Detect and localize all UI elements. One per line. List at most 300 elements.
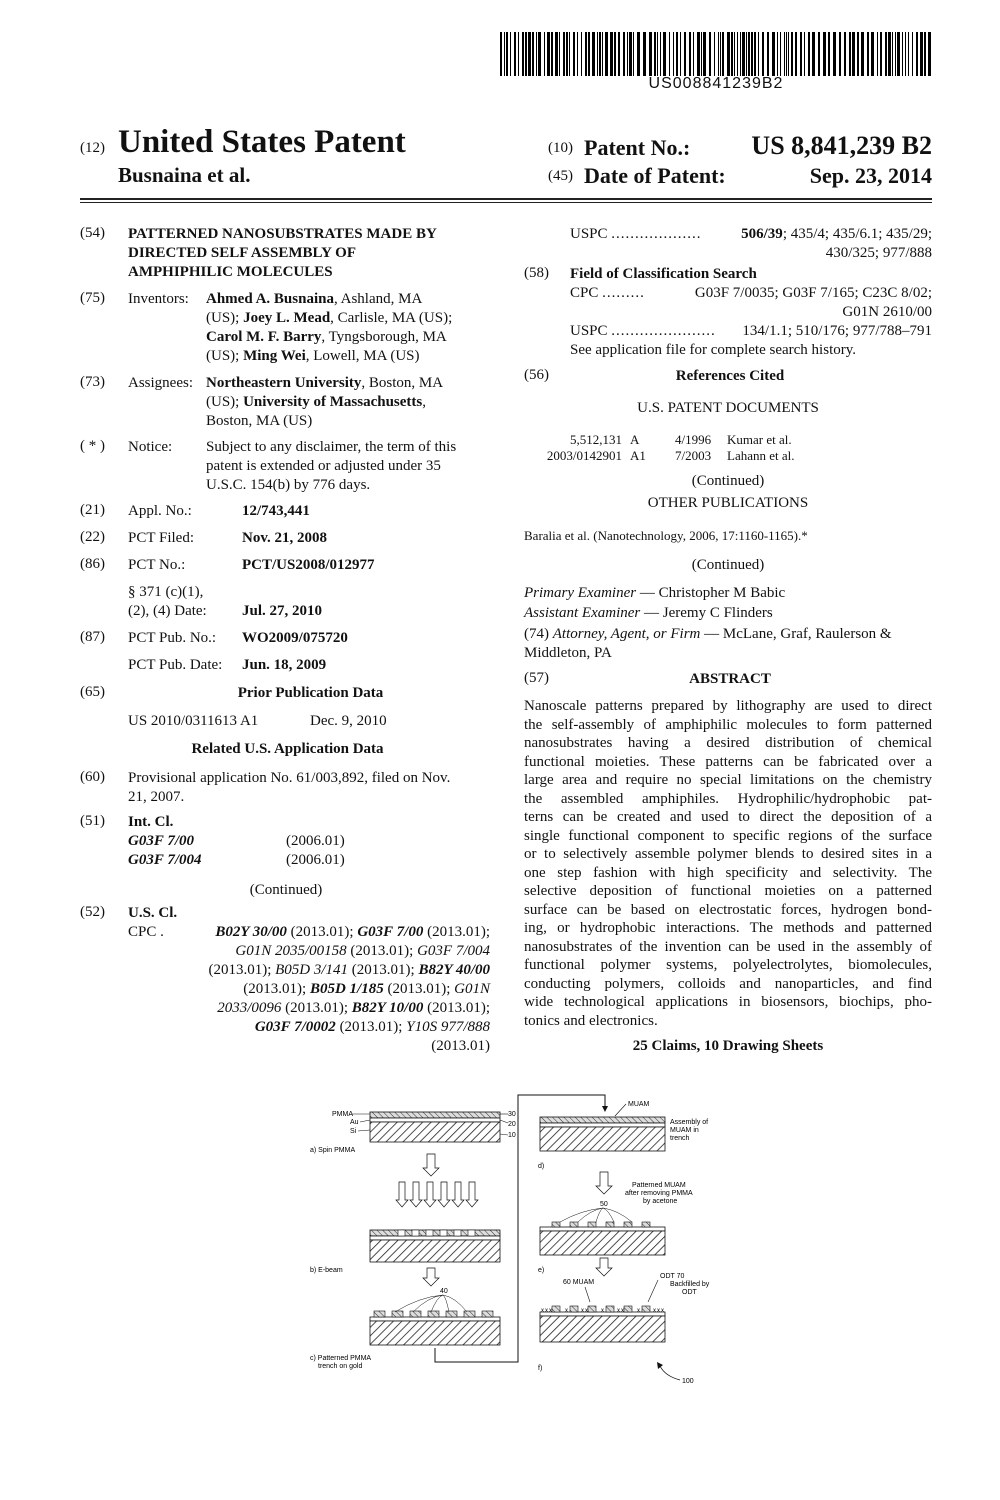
- pmma-block: [464, 1311, 475, 1317]
- inventor-name: Carol M. F. Barry: [206, 329, 322, 345]
- abstract-line: nanosubstrates having a desired distribution of chemical: [524, 735, 932, 751]
- barcode-bar: [551, 32, 553, 76]
- prior-pub-number: US 2010/0311613 A1: [128, 713, 259, 729]
- barcode-bar: [697, 32, 700, 76]
- primary-examiner-name: — Christopher M Babic: [636, 585, 786, 601]
- patent-authors: Busnaina et al.: [118, 163, 251, 187]
- cpc-line: [160, 942, 490, 961]
- abstract-line: ing, or hydrophobic interactions. The methods and patterned: [524, 920, 932, 936]
- patent-title: United States Patent: [118, 124, 406, 160]
- step-a-label: a) Spin PMMA: [310, 1147, 356, 1154]
- step-e-label: e): [538, 1267, 545, 1274]
- code-56: (56): [524, 367, 549, 383]
- exposed-region: [440, 1230, 447, 1236]
- odt-mark: x: [637, 1308, 640, 1314]
- field-uspc-dots: ......................: [611, 323, 716, 339]
- barcode-bar: [569, 32, 570, 76]
- odt-mark: x: [545, 1308, 548, 1314]
- barcode-bar: [731, 32, 733, 76]
- field-uspc-value: 134/1.1; 510/176; 977/788–791: [742, 323, 932, 339]
- inventor-pre: (US);: [206, 310, 244, 326]
- barcode-number: US008841239B2: [648, 75, 784, 92]
- code-75: (75): [80, 290, 105, 306]
- barcode-bar: [627, 32, 628, 76]
- barcode-bar: [924, 32, 926, 76]
- label-60-muam: 60 MUAM: [563, 1279, 595, 1286]
- barcode-bar: [828, 32, 830, 76]
- exposed-region: [426, 1230, 433, 1236]
- barcode-bar: [506, 32, 508, 76]
- cpc-segment: G01N: [454, 981, 490, 997]
- barcode-bar: [643, 32, 646, 76]
- barcode-bar: [649, 32, 652, 76]
- code-65: (65): [80, 684, 105, 700]
- assignee-name: University of Massachusetts: [243, 394, 423, 410]
- abstract-line: surface can be based on electrostatic forces, hydrogen bond-: [524, 901, 932, 918]
- odt-mark: x: [661, 1308, 664, 1314]
- assignee-place: Boston, MA (US): [206, 413, 313, 429]
- uspc-label: [570, 225, 702, 244]
- ebeam-arrows: [396, 1182, 478, 1207]
- code-10: (10): [548, 140, 573, 156]
- odt-mark: x: [657, 1308, 660, 1314]
- barcode-bar: [780, 32, 781, 76]
- cpc-line: [160, 961, 490, 980]
- patent-date: Sep. 23, 2014: [809, 163, 932, 188]
- provisional-line: Provisional application No. 61/003,892, filed on Nov.: [128, 770, 451, 786]
- pmma-block: [374, 1311, 385, 1317]
- barcode-bar: [808, 32, 810, 76]
- assistant-examiner-label: Assistant Examiner: [524, 605, 641, 621]
- code-notice: ( * ): [80, 438, 105, 454]
- prior-pub-heading: Prior Publication Data: [237, 685, 384, 701]
- muam-patch: [552, 1306, 560, 1312]
- barcode-bar: [877, 32, 878, 76]
- code-74: (74): [524, 626, 549, 642]
- arrow-e-f: [596, 1258, 612, 1276]
- muam-patch: [642, 1222, 650, 1227]
- cpc-segment: 2033/0096: [217, 1000, 282, 1016]
- code-54: (54): [80, 225, 105, 241]
- inventors-list: [206, 290, 496, 366]
- barcode-bar: [746, 32, 747, 76]
- code-51: (51): [80, 813, 105, 829]
- pmma-block: [482, 1311, 493, 1317]
- label-50: 50: [600, 1201, 608, 1208]
- assignee-suffix: ,: [422, 394, 426, 410]
- barcode-bar: [577, 32, 578, 76]
- attorney-name: — McLane, Graf, Raulerson &: [700, 626, 892, 642]
- label-100: 100: [682, 1378, 694, 1385]
- abstract-line: or to selectively assemble polymer blends to desired sites in a: [524, 846, 932, 862]
- cpc-label: [128, 923, 164, 942]
- cpc-segment: (2013.01);: [346, 943, 418, 959]
- barcode-bar: [897, 32, 900, 76]
- barcode-bar: [657, 32, 658, 76]
- leader-line: [431, 1295, 443, 1312]
- uspc-value: [690, 225, 932, 244]
- code-45: (45): [548, 168, 573, 184]
- exposed-region: [468, 1230, 475, 1236]
- barcode: [500, 32, 932, 76]
- exposed-region: [412, 1230, 419, 1236]
- s371-line1: § 371 (c)(1),: [128, 584, 204, 600]
- barcode-bar: [888, 32, 891, 76]
- barcode-bar: [833, 32, 836, 76]
- stack-d: [540, 1117, 665, 1151]
- pct-number: PCT/US2008/012977: [242, 557, 375, 573]
- label-40: 40: [440, 1288, 448, 1295]
- s371-date: Jul. 27, 2010: [242, 603, 323, 619]
- patterned-label-2: after removing PMMA: [625, 1190, 693, 1197]
- barcode-bar: [786, 32, 787, 76]
- barcode-bar: [660, 32, 661, 76]
- barcode-bar: [912, 32, 913, 76]
- barcode-bar: [920, 32, 923, 76]
- cpc-line: [160, 923, 490, 942]
- abstract-line: one step fashion with high specificity and selectivity. The: [524, 864, 932, 881]
- code-58: (58): [524, 265, 549, 281]
- barcode-bar: [795, 32, 797, 76]
- field-cpc-label-text: CPC: [570, 285, 599, 301]
- muam-patch: [570, 1222, 578, 1227]
- us-cl-label: U.S. Cl.: [128, 905, 178, 921]
- odt-mark: x: [653, 1308, 656, 1314]
- ref-name: Kumar et al.: [727, 432, 792, 447]
- assignees-list: [206, 374, 496, 431]
- provisional-text: [128, 769, 498, 807]
- barcode-bar: [610, 32, 613, 76]
- cpc-segment: B82Y 40/00: [418, 962, 490, 978]
- inventor-place: , Tyngsborough, MA: [321, 329, 447, 345]
- cpc-segment: (2013.01);: [286, 924, 358, 940]
- barcode-bar: [748, 32, 750, 76]
- uspc-dots: ...................: [611, 226, 702, 242]
- barcode-bar: [791, 32, 793, 76]
- cpc-segment: (2013.01);: [348, 962, 419, 978]
- barcode-bar: [720, 32, 721, 76]
- exposed-region: [398, 1230, 405, 1236]
- muam-patch: [570, 1306, 578, 1312]
- cpc-line: [160, 980, 490, 999]
- inventor-name: Ahmed A. Busnaina: [206, 291, 334, 307]
- barcode-bar: [663, 32, 666, 76]
- code-86: (86): [80, 556, 105, 572]
- abstract-text: [524, 697, 932, 1030]
- label-au: Au: [350, 1119, 359, 1126]
- pmma-block: [446, 1311, 457, 1317]
- field-cpc-line1: G03F 7/0035; G03F 7/165; C23C 8/02;: [694, 285, 932, 301]
- stack-f: [540, 1312, 665, 1342]
- barcode-bar: [518, 32, 519, 76]
- leader-lines-50: [560, 1208, 632, 1222]
- barcode-bar: [804, 32, 805, 76]
- barcode-bar: [500, 32, 502, 76]
- abstract-line: nanosubstrates of the invention can be used in the assembly of: [524, 938, 932, 955]
- odt-mark: x: [541, 1308, 544, 1314]
- primary-examiner-label: Primary Examiner: [524, 585, 637, 601]
- cpc-segment: G03F 7/004: [417, 943, 490, 959]
- abstract-line: single functional component to specific regions of the surface: [524, 827, 932, 844]
- int-cl-code: G03F 7/00: [128, 833, 194, 849]
- abstract-line: wide technological applications in biosensors, biochips, pho-: [524, 994, 932, 1010]
- barcode-bar: [742, 32, 745, 76]
- patent-no-label: Patent No.:: [584, 135, 691, 160]
- attorney-label: Attorney, Agent, or Firm: [552, 626, 701, 642]
- barcode-bar: [684, 32, 686, 76]
- attorney-line2: Middleton, PA: [524, 645, 612, 661]
- barcode-bar: [566, 32, 568, 76]
- barcode-bar: [908, 32, 909, 76]
- uspc-line2: 430/325; 977/888: [825, 245, 932, 261]
- cpc-label-text: CPC: [128, 924, 157, 940]
- pct-pub-number: WO2009/075720: [242, 630, 348, 646]
- barcode-bar: [510, 32, 511, 76]
- barcode-bar: [839, 32, 841, 76]
- appl-label: Appl. No.:: [128, 503, 192, 519]
- leader-line: [443, 1295, 467, 1312]
- field-cpc-label: [570, 284, 645, 303]
- muam-patch: [588, 1222, 596, 1227]
- barcode-bar: [597, 32, 598, 76]
- barcode-bar: [680, 32, 681, 76]
- ref-number: 5,512,131: [570, 432, 622, 447]
- backfill-label-1: Backfilled by: [670, 1281, 710, 1288]
- barcode-bar: [588, 32, 590, 76]
- label-si: Si: [350, 1128, 357, 1135]
- invention-title-line: DIRECTED SELF ASSEMBLY OF: [128, 245, 356, 261]
- code-52: (52): [80, 904, 105, 920]
- attorney: [524, 625, 934, 644]
- stack-a: [370, 1112, 500, 1142]
- cpc-segment: B05D 3/141: [275, 962, 349, 978]
- cpc-segment: (2013.01);: [383, 981, 455, 997]
- barcode-bar: [762, 32, 764, 76]
- stack-b: [370, 1230, 500, 1262]
- references-heading: References Cited: [675, 368, 785, 384]
- barcode-bar: [623, 32, 625, 76]
- step-d-label: d): [538, 1163, 545, 1170]
- stack-c: [370, 1317, 500, 1345]
- field-heading: Field of Classification Search: [570, 266, 757, 282]
- other-publication: Baralia et al. (Nanotechnology, 2006, 17:1160-1165).*: [524, 528, 808, 543]
- primary-examiner: [524, 584, 785, 603]
- ref-kind: A: [630, 432, 640, 447]
- cpc-segment: (2013.01);: [281, 1000, 352, 1016]
- barcode-bar: [727, 32, 730, 76]
- barcode-bars: [500, 32, 932, 76]
- ebeam-arrow: [410, 1182, 422, 1207]
- barcode-bar: [722, 32, 724, 76]
- abstract-line: selective deposition of functional moieties on a patterned: [524, 883, 932, 899]
- muam-patch: [606, 1306, 614, 1312]
- assignees-label: Assignees:: [128, 375, 193, 391]
- uspc-main: 506/39: [741, 226, 783, 242]
- barcode-bar: [861, 32, 864, 76]
- leader-lines-40: [395, 1295, 467, 1312]
- barcode-bar: [737, 32, 738, 76]
- assignee-place: , Boston, MA: [361, 375, 444, 391]
- barcode-bar: [788, 32, 789, 76]
- see-application: See application file for complete search history.: [570, 342, 857, 358]
- barcode-bar: [777, 32, 778, 76]
- muam-patch: [624, 1222, 632, 1227]
- barcode-bar: [740, 32, 741, 76]
- barcode-bar: [504, 32, 505, 76]
- label-30: 30: [508, 1111, 516, 1118]
- barcode-bar: [573, 32, 575, 76]
- barcode-bar: [895, 32, 896, 76]
- pct-pub-date-label: PCT Pub. Date:: [128, 657, 223, 673]
- invention-title-line: AMPHIPHILIC MOLECULES: [128, 264, 333, 280]
- leader-line: [443, 1295, 449, 1312]
- barcode-bar: [673, 32, 674, 76]
- assembly-label-3: trench: [670, 1135, 690, 1142]
- barcode-bar: [916, 32, 918, 76]
- notice-line: U.S.C. 154(b) by 776 days.: [206, 477, 371, 493]
- barcode-bar: [751, 32, 753, 76]
- ebeam-arrow: [396, 1182, 408, 1207]
- barcode-bar: [637, 32, 640, 76]
- label-10: 10: [508, 1132, 516, 1139]
- barcode-bar: [528, 32, 531, 76]
- barcode-bar: [902, 32, 903, 76]
- ref-date: 4/1996: [675, 432, 712, 447]
- barcode-bar: [536, 32, 537, 76]
- code-57: (57): [524, 670, 549, 686]
- int-cl-year: (2006.01): [286, 852, 345, 868]
- pmma-trenches: [374, 1311, 493, 1317]
- s371-line2: (2), (4) Date:: [128, 603, 207, 619]
- barcode-bar: [885, 32, 887, 76]
- barcode-bar: [532, 32, 534, 76]
- cpc-line: [160, 999, 490, 1018]
- barcode-bar: [849, 32, 851, 76]
- code-87: (87): [80, 629, 105, 645]
- ebeam-arrow: [452, 1182, 464, 1207]
- ref-name: Lahann et al.: [727, 448, 795, 463]
- leader-line: [603, 1208, 632, 1222]
- field-cpc-line2: G01N 2610/00: [842, 304, 932, 320]
- barcode-bar: [754, 32, 756, 76]
- cpc-segment: G03F 7/0002: [254, 1019, 336, 1035]
- barcode-bar: [676, 32, 678, 76]
- inventor-name: Joey L. Mead: [243, 310, 331, 326]
- cpc-classifications: [160, 923, 490, 1056]
- int-cl-code: G03F 7/004: [128, 852, 202, 868]
- uspc-rest: ; 435/4; 435/6.1; 435/29;: [782, 226, 932, 242]
- barcode-bar: [614, 32, 616, 76]
- assistant-examiner: [524, 604, 773, 623]
- label-pmma: PMMA: [332, 1111, 353, 1118]
- step-c-label-2: trench on gold: [318, 1363, 363, 1370]
- other-pubs-heading: OTHER PUBLICATIONS: [647, 495, 809, 511]
- inventor-place: , Carlisle, MA (US);: [330, 310, 453, 326]
- ebeam-arrow: [424, 1182, 436, 1207]
- barcode-bar: [812, 32, 815, 76]
- barcode-bar: [703, 32, 706, 76]
- leader-line: [596, 1208, 603, 1222]
- notice-line: patent is extended or adjusted under 35: [206, 458, 441, 474]
- muam-patch: [588, 1306, 596, 1312]
- field-uspc-label-text: USPC: [570, 323, 608, 339]
- stack-e: [540, 1227, 665, 1255]
- header-rule-bottom: [80, 202, 932, 203]
- barcode-bar: [555, 32, 558, 76]
- cpc-segment: B05D 1/185: [309, 981, 384, 997]
- barcode-bar: [563, 32, 565, 76]
- barcode-bar: [928, 32, 931, 76]
- odt-mark: x: [621, 1308, 624, 1314]
- inventors-label: Inventors:: [128, 291, 189, 307]
- abstract-line: Nanoscale patterns prepared by lithography are used to direct: [524, 698, 932, 714]
- continued-int-cl: (Continued): [249, 882, 323, 898]
- inventor-place: , Ashland, MA: [333, 291, 423, 307]
- step-c-label-1: c) Patterned PMMA: [310, 1355, 372, 1362]
- barcode-bar: [818, 32, 820, 76]
- muam-patches: [552, 1222, 650, 1227]
- ref-kind: A1: [630, 448, 646, 463]
- provisional-line: 21, 2007.: [128, 789, 185, 805]
- ref-date: 7/2003: [675, 448, 712, 463]
- cpc-segment: B82Y 10/00: [351, 1000, 424, 1016]
- barcode-bar: [852, 32, 855, 76]
- odt-mark: x: [585, 1308, 588, 1314]
- notice-text: [206, 438, 491, 495]
- pct-no-label: PCT No.:: [128, 557, 186, 573]
- assistant-examiner-name: — Jeremy C Flinders: [640, 605, 773, 621]
- barcode-bar: [669, 32, 670, 76]
- barcode-bar: [559, 32, 560, 76]
- ref-number: 2003/0142901: [546, 448, 622, 463]
- barcode-bar: [758, 32, 759, 76]
- barcode-bar: [602, 32, 603, 76]
- odt-mark: x: [617, 1308, 620, 1314]
- continued-refs: (Continued): [691, 473, 765, 489]
- cpc-segment: (2013.01);: [423, 1000, 490, 1016]
- label-odt-70: ODT 70: [660, 1273, 685, 1280]
- continued-pubs: (Continued): [691, 557, 765, 573]
- abstract-line: terns can be created and used to direct the deposition of a: [524, 809, 932, 825]
- abstract-line: tonics and electronics.: [524, 1012, 658, 1029]
- barcode-bar: [654, 32, 656, 76]
- patterned-label-3: by acetone: [643, 1198, 678, 1205]
- inventor-name: Ming Wei: [243, 348, 306, 364]
- inventor-place: , Lowell, MA (US): [305, 348, 420, 364]
- odt-mark: x: [581, 1308, 584, 1314]
- invention-title: [128, 225, 437, 282]
- barcode-bar: [689, 32, 691, 76]
- barcode-bar: [905, 32, 906, 76]
- pct-filed-label: PCT Filed:: [128, 530, 194, 546]
- abstract-line: large area and require no special limitations on the chemistry: [524, 772, 932, 788]
- abstract-line: the self-assembly of amphiphilic molecules to form patterned: [524, 716, 932, 733]
- pmma-block: [410, 1311, 421, 1317]
- barcode-bar: [800, 32, 802, 76]
- prior-pub-date: Dec. 9, 2010: [310, 713, 387, 729]
- claims-count: 25 Claims, 10 Drawing Sheets: [632, 1038, 824, 1054]
- cpc-segment: (2013.01);: [243, 981, 310, 997]
- barcode-bar: [784, 32, 785, 76]
- muam-patch: [624, 1306, 632, 1312]
- barcode-bar: [522, 32, 524, 76]
- abstract-line: functional polymer systems, polyelectrolytes, biomolecules,: [524, 957, 932, 973]
- pct-pub-date: Jun. 18, 2009: [242, 657, 327, 673]
- barcode-bar: [629, 32, 632, 76]
- label-20: 20: [508, 1121, 516, 1128]
- abstract-line: conducting polymers, colloids and nanoparticles, and find: [524, 975, 932, 992]
- cpc-segment: G01N 2035/00158: [235, 943, 347, 959]
